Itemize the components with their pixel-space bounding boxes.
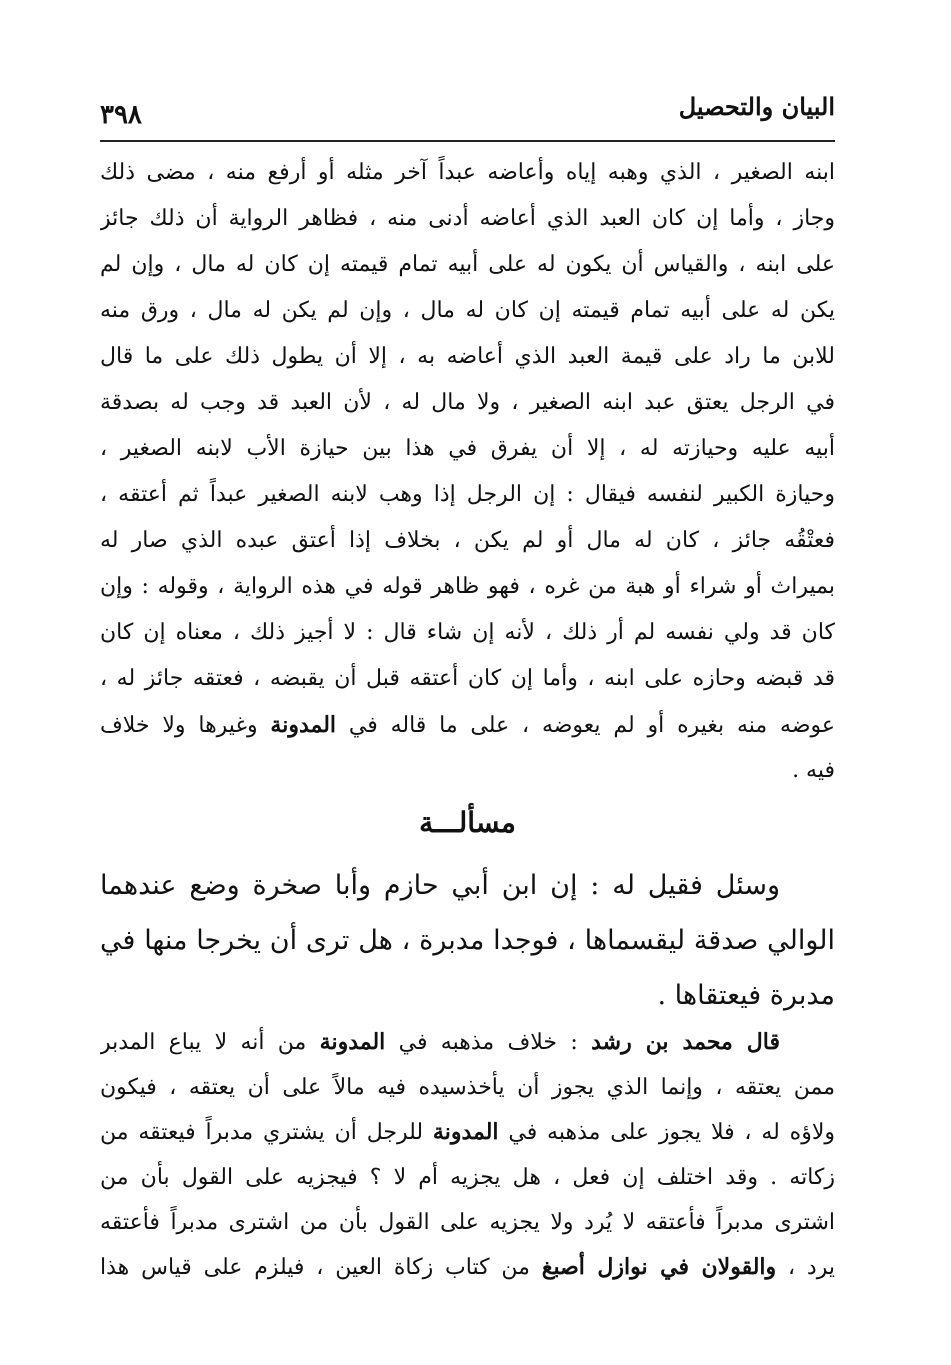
bold-term: والقولان في نوازل أصبغ <box>541 1254 777 1280</box>
text-run: : خلاف مذهبه في <box>385 1030 592 1055</box>
text-line <box>100 1110 835 1155</box>
running-header <box>100 92 835 140</box>
text-line: ابنه الصغير ، الذي وهبه إياه وأعاضه عبداً آخر مثله أو أرفع منه ، مضى ذلك <box>100 160 835 185</box>
text-line <box>100 702 835 748</box>
text-line: يكن له على أبيه تمام قيمته إن كان له مال ، وإن لم يكن له مال ، ورق منه <box>100 298 835 323</box>
section-heading: مسألـــة <box>419 806 516 839</box>
text-run: للرجل أن يشتري مدبراً فيعتقه من <box>100 1120 433 1145</box>
text-line-last: فيه . <box>792 758 835 783</box>
text-line: أبيه عليه وحيازته له ، إلا أن يفرق في هذا بين حيازة الأب لابنه الصغير ، <box>100 436 835 461</box>
text-run: وغيرها ولا خلاف <box>100 713 271 738</box>
bold-term: المدونة <box>432 1119 499 1145</box>
text-run: من أنه لا يباع المدبر <box>100 1030 320 1055</box>
text-line <box>100 1245 835 1290</box>
header-rule <box>100 140 835 142</box>
text-run: ولاؤه له ، فلا يجوز على مذهبه في <box>498 1120 835 1145</box>
text-line: فعتْقُه جائز ، كان له مال أو لم يكن ، بخلاف إذا أعتق عبده الذي صار له <box>100 528 835 553</box>
text-run: يرد ، <box>776 1255 835 1280</box>
text-run: عوضه منه بغيره أو لم يعوضه ، على ما قاله في <box>336 713 835 738</box>
text-line: الوالي صدقة ليقسماها ، فوجدا مدبرة ، هل ترى أن يخرجا منها في <box>100 925 835 956</box>
commentary-paragraph <box>100 150 835 794</box>
text-line: وحيازة الكبير لنفسه فيقال : إن الرجل إذا وهب لابنه الصغير عبداً ثم أعتقه ، <box>100 482 835 507</box>
page-number: ٣٩٨ <box>100 100 142 130</box>
text-line <box>100 1020 835 1065</box>
book-title: البيان والتحصيل <box>678 92 835 121</box>
text-line: للابن ما راد على قيمة العبد الذي أعاضه به ، إلا أن يطول ذلك على ما قال <box>100 344 835 369</box>
question-paragraph <box>100 858 835 1023</box>
text-line: قد قبضه وحازه على ابنه ، وأما إن كان أعتقه قبل أن يقبضه ، فعتقه جائز له ، <box>100 666 835 691</box>
answer-paragraph <box>100 1020 835 1290</box>
bold-term: المدونة <box>319 1029 386 1055</box>
text-line: على ابنه ، والقياس أن يكون له على أبيه تمام قيمته إن كان له مال ، وإن لم <box>100 252 835 277</box>
text-line: وسئل فقيل له : إن ابن أبي حازم وأبا صخرة وضع عندهما <box>100 870 780 901</box>
text-line-last: مدبرة فيعتقاها . <box>657 980 835 1011</box>
author-name: قال محمد بن رشد <box>591 1029 780 1055</box>
text-line: زكاته . وقد اختلف إن فعل ، هل يجزيه أم لا ؟ فيجزيه على القول بأن من <box>100 1165 835 1190</box>
text-line: كان قد ولي نفسه لم أر ذلك ، لأنه إن شاء قال : لا أجيز ذلك ، معناه إن كان <box>100 620 835 645</box>
text-line: في الرجل يعتق عبد ابنه الصغير ، ولا مال له ، لأن العبد قد وجب له بصدقة <box>100 390 835 415</box>
text-line: اشترى مدبراً فأعتقه لا يُرد ولا يجزيه على القول بأن من اشترى مدبراً فأعتقه <box>100 1210 835 1235</box>
text-line: بميراث أو شراء أو هبة من غره ، فهو ظاهر قوله في هذه الرواية ، وقوله : وإن <box>100 574 835 599</box>
text-line: ممن يعتقه ، وإنما الذي يجوز أن يأخذسيده فيه مالاً على أن يعتقه ، فيكون <box>100 1075 835 1100</box>
text-run: من كتاب زكاة العين ، فيلزم على قياس هذا <box>100 1255 542 1280</box>
text-line: وجاز ، وأما إن كان العبد الذي أعاضه أدنى منه ، فظاهر الرواية أن ذلك جائز <box>100 206 835 231</box>
bold-term: المدونة <box>270 712 337 738</box>
